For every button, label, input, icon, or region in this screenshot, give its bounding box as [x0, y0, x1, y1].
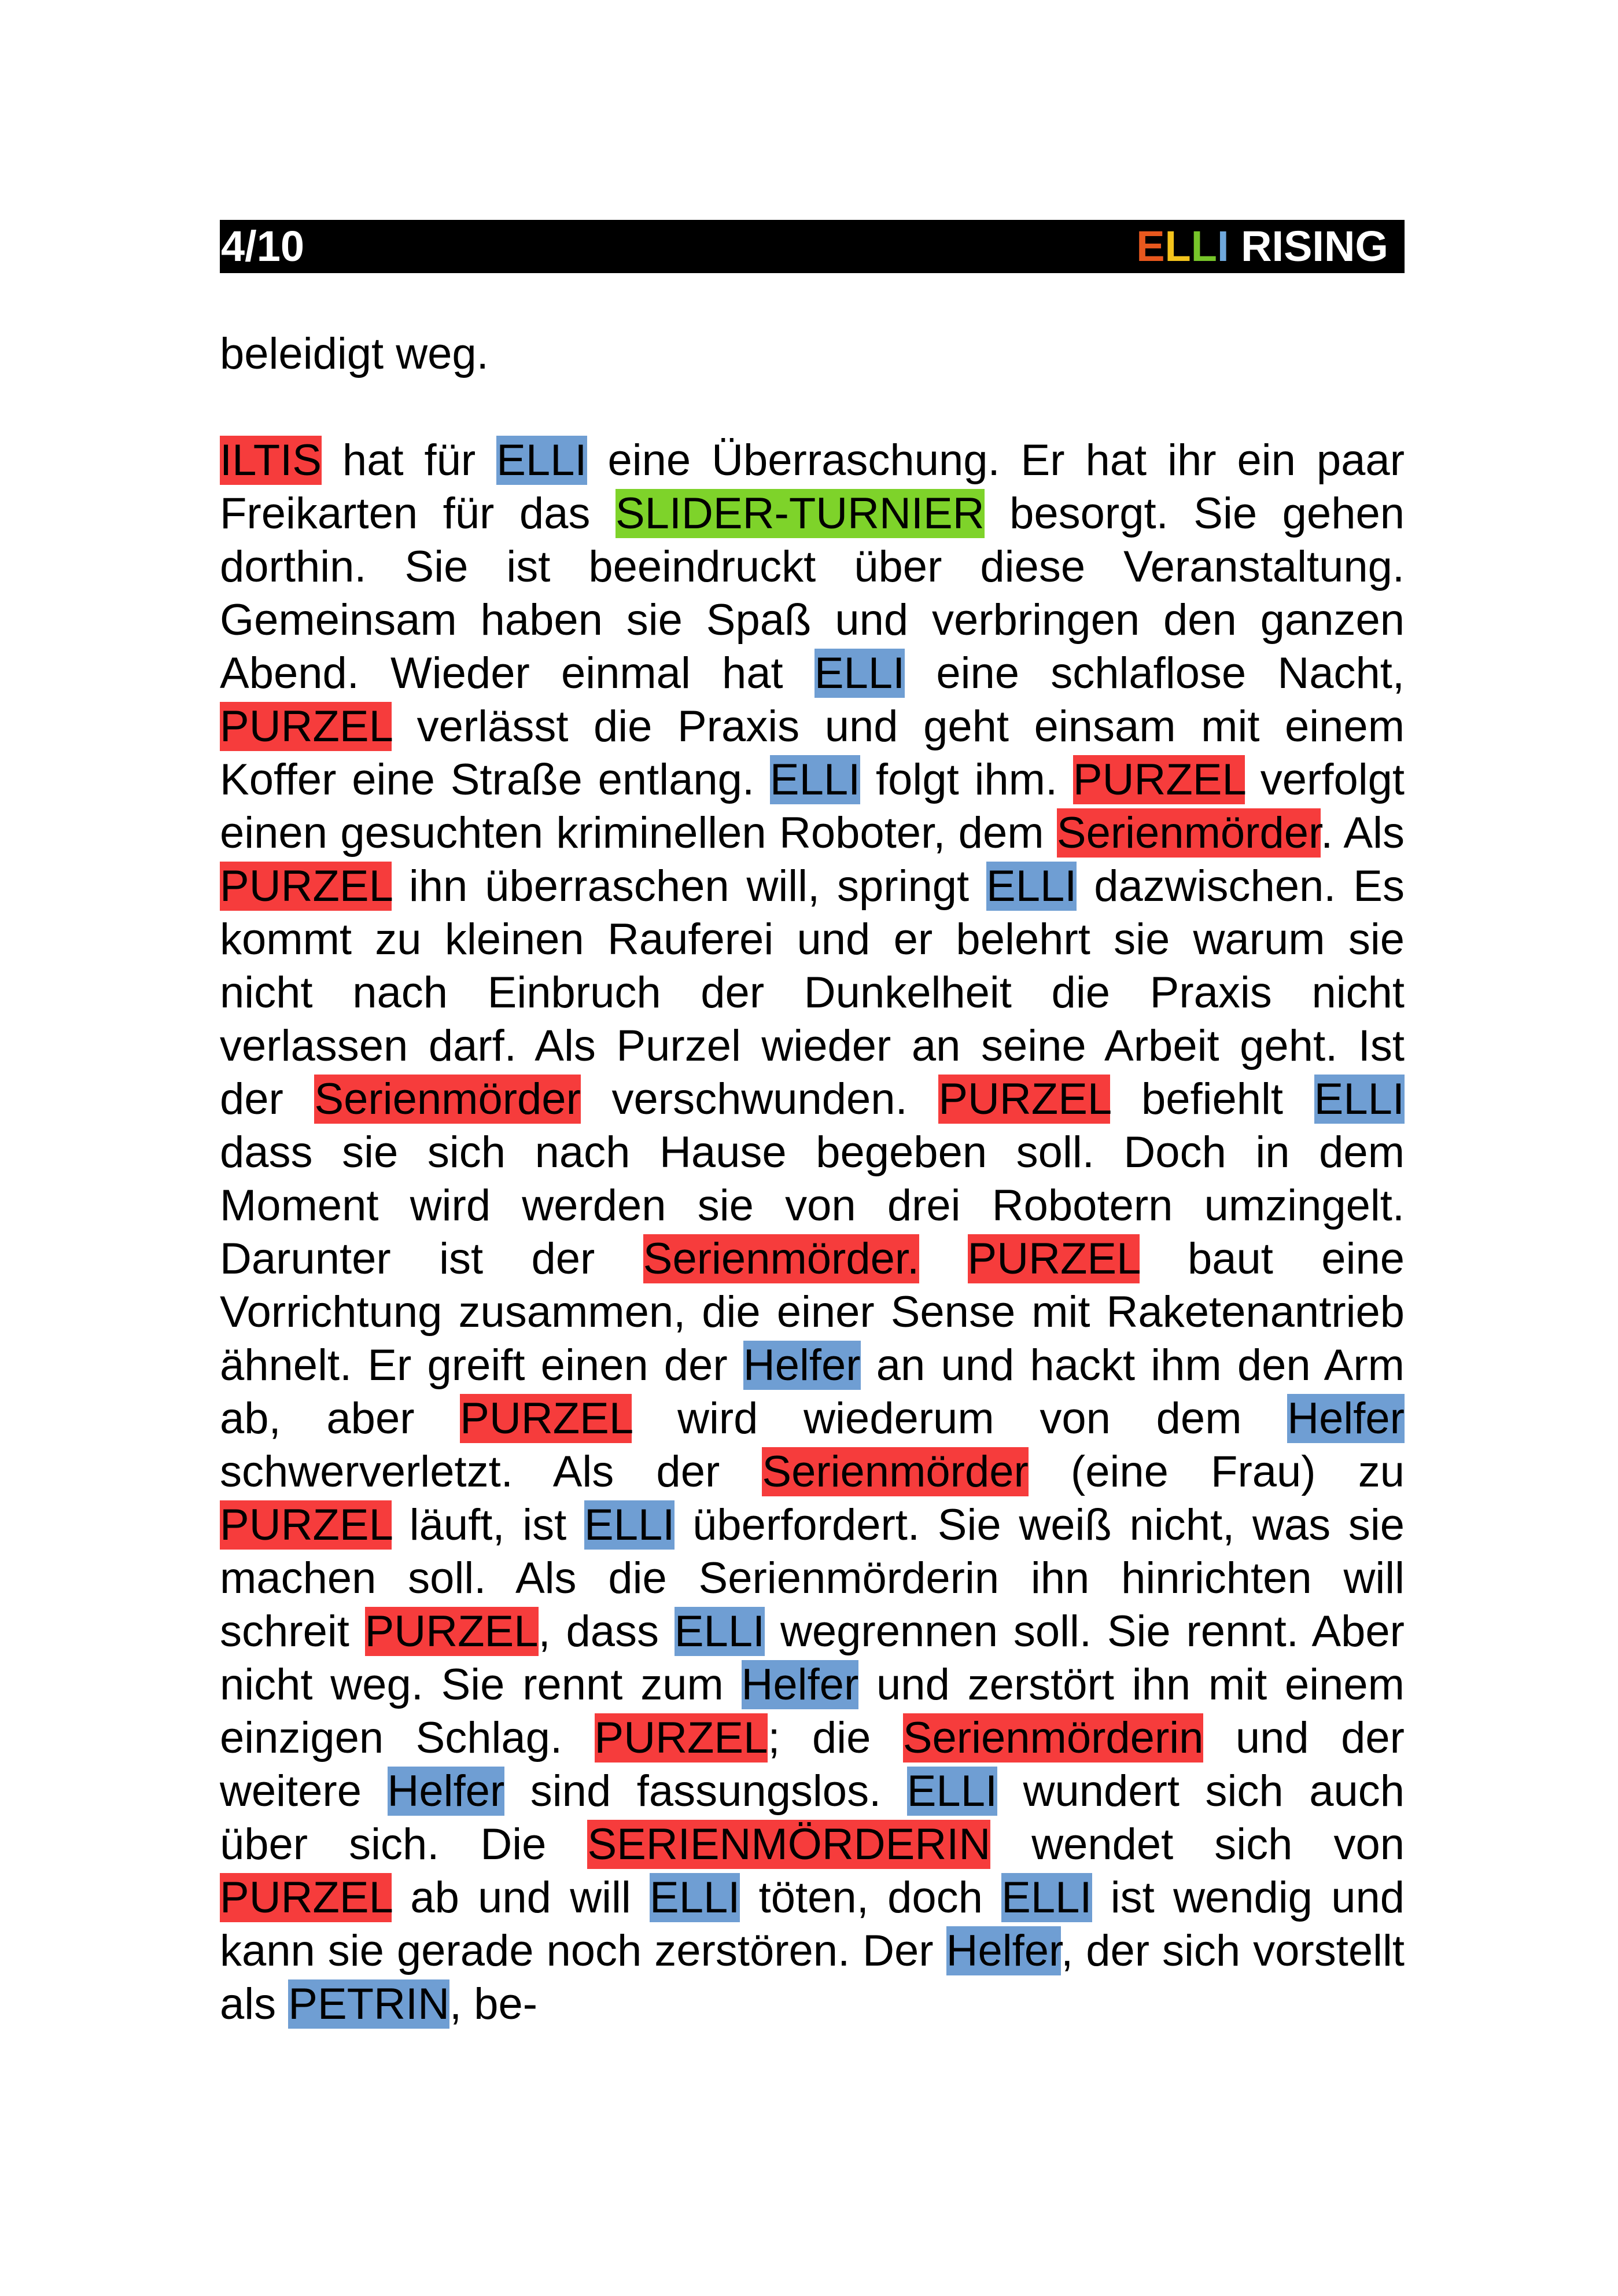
highlighted-name-blue: Helfer — [946, 1926, 1062, 1975]
story-paragraph — [220, 434, 1405, 2031]
text-segment: eine schlaflose Nacht, — [905, 649, 1405, 698]
highlighted-name-blue: PETRIN — [288, 1979, 449, 2029]
text-segment: verschwunden. — [580, 1075, 939, 1124]
text-segment: dazwischen. Es kommt zu kleinen Rauferei und er belehrt sie warum sie nicht nach Einbruch der Dunkelheit die Praxis nicht verlassen darf. Als Purzel wieder an seine Arbeit geht. Ist der — [220, 862, 1405, 1124]
highlighted-name-blue: ELLI — [674, 1607, 765, 1656]
text-segment: sind fassungslos. — [504, 1767, 907, 1816]
highlighted-name-blue: ELLI — [769, 755, 861, 804]
text-segment: , der sich vorstellt als — [220, 1926, 1405, 2029]
text-segment: wundert sich auch über sich. Die — [220, 1767, 1405, 1869]
text-segment: schwerverletzt. Als der — [220, 1447, 762, 1496]
page-content — [220, 328, 1405, 2031]
highlighted-name-red: PURZEL — [460, 1394, 632, 1443]
highlighted-name-red: Serienmörder — [1056, 808, 1321, 858]
text-segment: wendet sich von — [990, 1820, 1405, 1869]
highlighted-name-red: Serienmörderin — [902, 1713, 1204, 1763]
highlighted-name-red: Serienmörder. — [643, 1234, 920, 1283]
page-header-bar — [220, 220, 1405, 273]
highlighted-name-blue: Helfer — [387, 1767, 505, 1816]
text-segment: und zerstört ihn mit einem einzigen Schlag. — [220, 1660, 1405, 1763]
highlighted-name-red: PURZEL — [220, 862, 392, 911]
highlighted-name-red: SERIENMÖRDERIN — [587, 1820, 991, 1869]
highlighted-name-red: PURZEL — [220, 702, 392, 751]
highlighted-name-blue: ELLI — [496, 436, 587, 485]
text-segment: wird wiederum von dem — [632, 1394, 1288, 1443]
highlighted-name-blue: ELLI — [1001, 1873, 1092, 1922]
highlighted-name-blue: Helfer — [741, 1660, 859, 1709]
brand-letter-l1: L — [1164, 222, 1191, 270]
text-segment: und der weitere — [220, 1713, 1405, 1816]
brand-title — [1136, 222, 1388, 270]
intro-line: beleidigt weg. — [220, 329, 489, 378]
text-segment: . Als — [1321, 808, 1405, 858]
text-segment: verlässt die Praxis und geht einsam mit einem Koffer eine Straße entlang. — [220, 702, 1405, 804]
highlighted-name-blue: ELLI — [650, 1873, 740, 1922]
text-segment: , dass — [538, 1607, 675, 1656]
text-segment: eine Überraschung. Er hat ihr ein paar Freikarten für das — [220, 436, 1405, 538]
text-segment: folgt ihm. — [860, 755, 1073, 804]
highlighted-name-blue: ELLI — [906, 1767, 998, 1816]
highlighted-name-red: PURZEL — [1072, 755, 1245, 804]
text-segment: dass sie sich nach Hause begeben soll. Doch in dem Moment wird werden sie von drei Robotern umzingelt. Darunter ist der — [220, 1128, 1405, 1283]
highlighted-name-red: Serienmörder — [762, 1447, 1029, 1496]
text-segment: hat für — [321, 436, 497, 485]
text-segment: ist wendig und kann sie gerade noch zerstören. Der — [220, 1873, 1405, 1975]
text-segment: besorgt. Sie gehen dorthin. Sie ist beeindruckt über diese Veranstaltung. Gemeinsam haben sie Spaß und verbringen den ganzen Abend. Wieder einmal hat — [220, 489, 1405, 698]
highlighted-name-red: PURZEL — [967, 1234, 1140, 1283]
highlighted-name-blue: Helfer — [1287, 1394, 1405, 1443]
highlighted-name-blue: ELLI — [814, 649, 905, 698]
text-segment: verfolgt einen gesuchten kriminellen Roboter, dem — [220, 755, 1405, 858]
text-segment: ab und will — [392, 1873, 650, 1922]
brand-letter-e: E — [1136, 222, 1165, 270]
text-segment: ; die — [768, 1713, 903, 1763]
page-number: 4/10 — [221, 222, 305, 270]
highlighted-name-red: Serienmörder — [314, 1075, 581, 1124]
text-segment: töten, doch — [740, 1873, 1002, 1922]
highlighted-name-red: PURZEL — [220, 1873, 392, 1922]
brand-rest: RISING — [1229, 222, 1388, 270]
text-segment — [919, 1234, 967, 1283]
brand-letter-l2: L — [1191, 222, 1217, 270]
highlighted-name-red: ILTIS — [220, 436, 322, 485]
text-segment: befiehlt — [1110, 1075, 1314, 1124]
text-segment: , be- — [449, 1979, 538, 2029]
text-segment: baut eine Vorrichtung zusammen, die einer Sense mit Raketenantrieb ähnelt. Er greift einen der — [220, 1234, 1405, 1390]
highlighted-name-blue: ELLI — [986, 862, 1077, 911]
text-segment: (eine Frau) zu — [1028, 1447, 1405, 1496]
highlighted-name-red: PURZEL — [594, 1713, 768, 1763]
highlighted-name-red: PURZEL — [364, 1607, 539, 1656]
highlighted-name-blue: Helfer — [743, 1341, 861, 1390]
highlighted-name-blue: ELLI — [1314, 1075, 1405, 1124]
highlighted-name-green: SLIDER-TURNIER — [615, 489, 985, 538]
highlighted-name-red: PURZEL — [220, 1500, 392, 1550]
text-segment: überfordert. Sie weiß nicht, was sie machen soll. Als die Serienmörderin ihn hinrichten will schreit — [220, 1500, 1405, 1656]
highlighted-name-red: PURZEL — [938, 1075, 1111, 1124]
text-segment: ihn überraschen will, springt — [392, 862, 986, 911]
text-segment: läuft, ist — [392, 1500, 585, 1550]
text-segment: an und hackt ihm den Arm ab, aber — [220, 1341, 1405, 1443]
brand-letter-i: I — [1217, 222, 1229, 270]
text-segment: wegrennen soll. Sie rennt. Aber nicht weg. Sie rennt zum — [220, 1607, 1405, 1709]
highlighted-name-blue: ELLI — [584, 1500, 675, 1550]
